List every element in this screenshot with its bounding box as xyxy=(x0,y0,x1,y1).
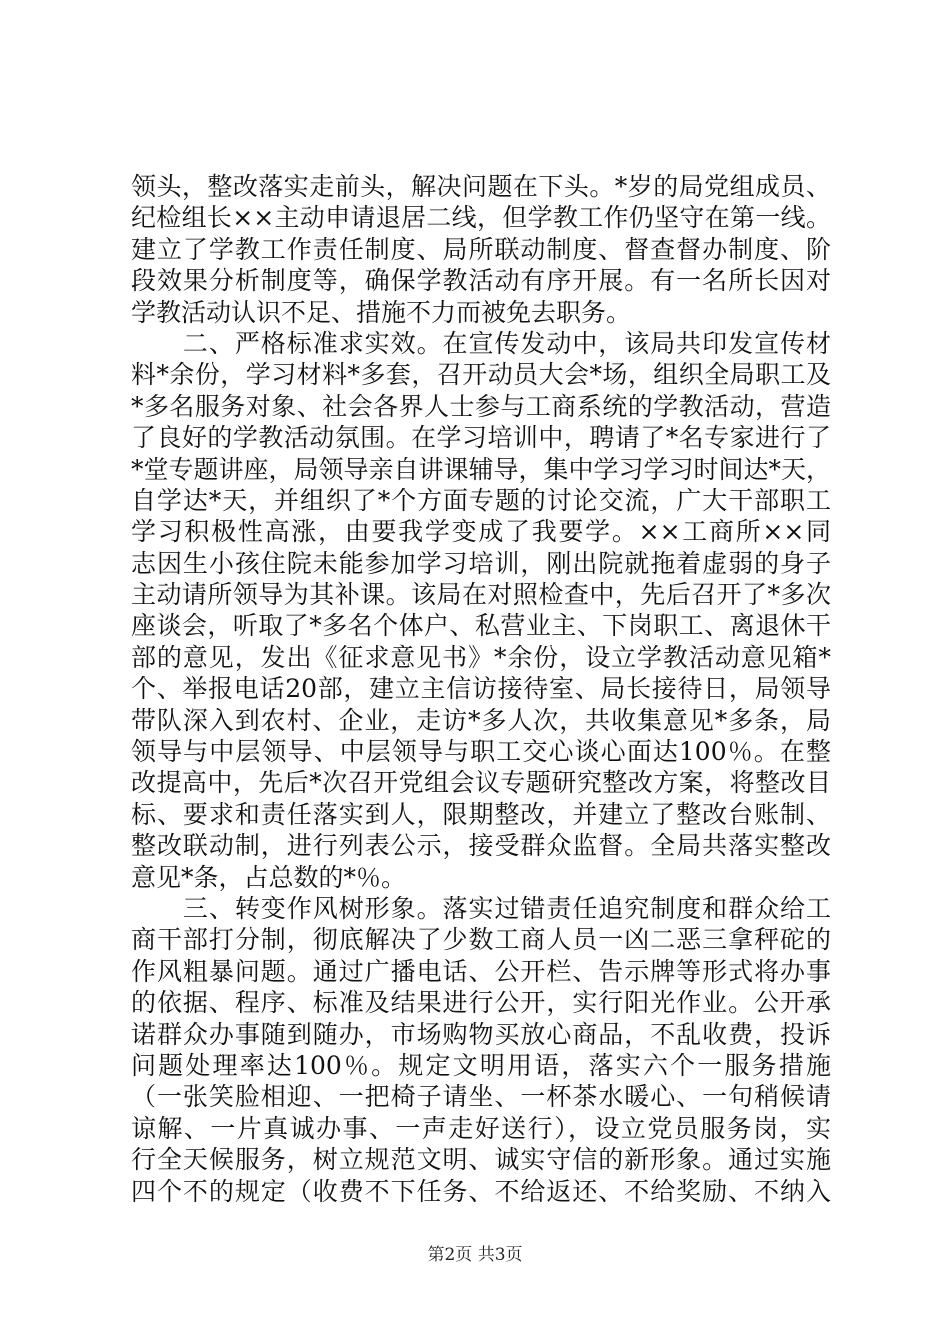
text-line: 作风粗暴问题。通过广播电话、公开栏、告示牌等形式将办事 xyxy=(131,956,831,986)
text-line: 诺群众办事随到随办，市场购物买放心商品，不乱收费，投诉 xyxy=(131,1019,831,1049)
text-line: 座谈会，听取了*多名个体户、私营业主、下岗职工、离退休干 xyxy=(131,611,831,641)
text-line: 料*余份，学习材料*多套，召开动员大会*场，组织全局职工及 xyxy=(131,360,831,390)
text-line: 问题处理率达100％。规定文明用语，落实六个一服务措施 xyxy=(131,1050,831,1080)
text-line: 了良好的学教活动氛围。在学习培训中，聘请了*名专家进行了 xyxy=(131,423,831,453)
text-line: 志因生小孩住院未能参加学习培训，刚出院就拖着虚弱的身子 xyxy=(131,548,831,578)
text-line: 三、转变作风树形象。落实过错责任追究制度和群众给工 xyxy=(131,893,831,923)
page-footer: 第2页 共3页 xyxy=(427,1245,523,1265)
text-line: 行全天候服务，树立规范文明、诚实守信的新形象。通过实施 xyxy=(131,1145,831,1175)
text-line: 带队深入到农村、企业，走访*多人次，共收集意见*多条，局 xyxy=(131,705,831,735)
text-line: *多名服务对象、社会各界人士参与工商系统的学教活动，营造 xyxy=(131,391,831,421)
text-line: 学教活动认识不足、措施不力而被免去职务。 xyxy=(131,297,632,327)
body-text xyxy=(131,171,831,1207)
text-line: 主动请所领导为其补课。该局在对照检查中，先后召开了*多次 xyxy=(131,580,831,610)
text-line: 领头，整改落实走前头，解决问题在下头。*岁的局党组成员、 xyxy=(131,172,831,201)
text-line: 商干部打分制，彻底解决了少数工商人员一凶二恶三拿秤砣的 xyxy=(131,925,831,955)
text-line: 整改联动制，进行列表公示，接受群众监督。全局共落实整改 xyxy=(131,831,831,861)
text-line: 四个不的规定（收费不下任务、不给返还、不给奖励、不纳入 xyxy=(131,1176,831,1206)
text-line: 标、要求和责任落实到人，限期整改，并建立了整改台账制、 xyxy=(131,799,831,829)
text-line: 二、严格标准求实效。在宣传发动中，该局共印发宣传材 xyxy=(131,328,831,358)
text-line: 建立了学教工作责任制度、局所联动制度、督查督办制度、阶 xyxy=(131,234,831,264)
text-line: 纪检组长××主动申请退居二线，但学教工作仍坚守在第一线。 xyxy=(131,203,831,233)
text-line: 谅解、一片真诚办事、一声走好送行），设立党员服务岗，实 xyxy=(131,1113,831,1143)
text-line: 学习积极性高涨，由要我学变成了我要学。××工商所××同 xyxy=(131,517,831,547)
text-line: 部的意见，发出《征求意见书》*余份，设立学教活动意见箱* xyxy=(131,642,831,672)
text-line: 意见*条，占总数的*％。 xyxy=(131,862,407,892)
text-line: 领导与中层领导、中层领导与职工交心谈心面达100％。在整 xyxy=(131,737,831,767)
text-line: *堂专题讲座，局领导亲自讲课辅导，集中学习学习时间达*天， xyxy=(131,454,831,484)
text-line: 的依据、程序、标准及结果进行公开，实行阳光作业。公开承 xyxy=(131,988,831,1018)
text-line: 个、举报电话20部，建立主信访接待室、局长接待日，局领导 xyxy=(131,674,831,704)
text-line: 改提高中，先后*次召开党组会议专题研究整改方案，将整改目 xyxy=(131,768,831,798)
text-line: 段效果分析制度等，确保学教活动有序开展。有一名所长因对 xyxy=(131,266,831,296)
text-line: （一张笑脸相迎、一把椅子请坐、一杯茶水暖心、一句稍候请 xyxy=(131,1082,831,1112)
text-line: 自学达*天，并组织了*个方面专题的讨论交流，广大干部职工 xyxy=(131,485,831,515)
